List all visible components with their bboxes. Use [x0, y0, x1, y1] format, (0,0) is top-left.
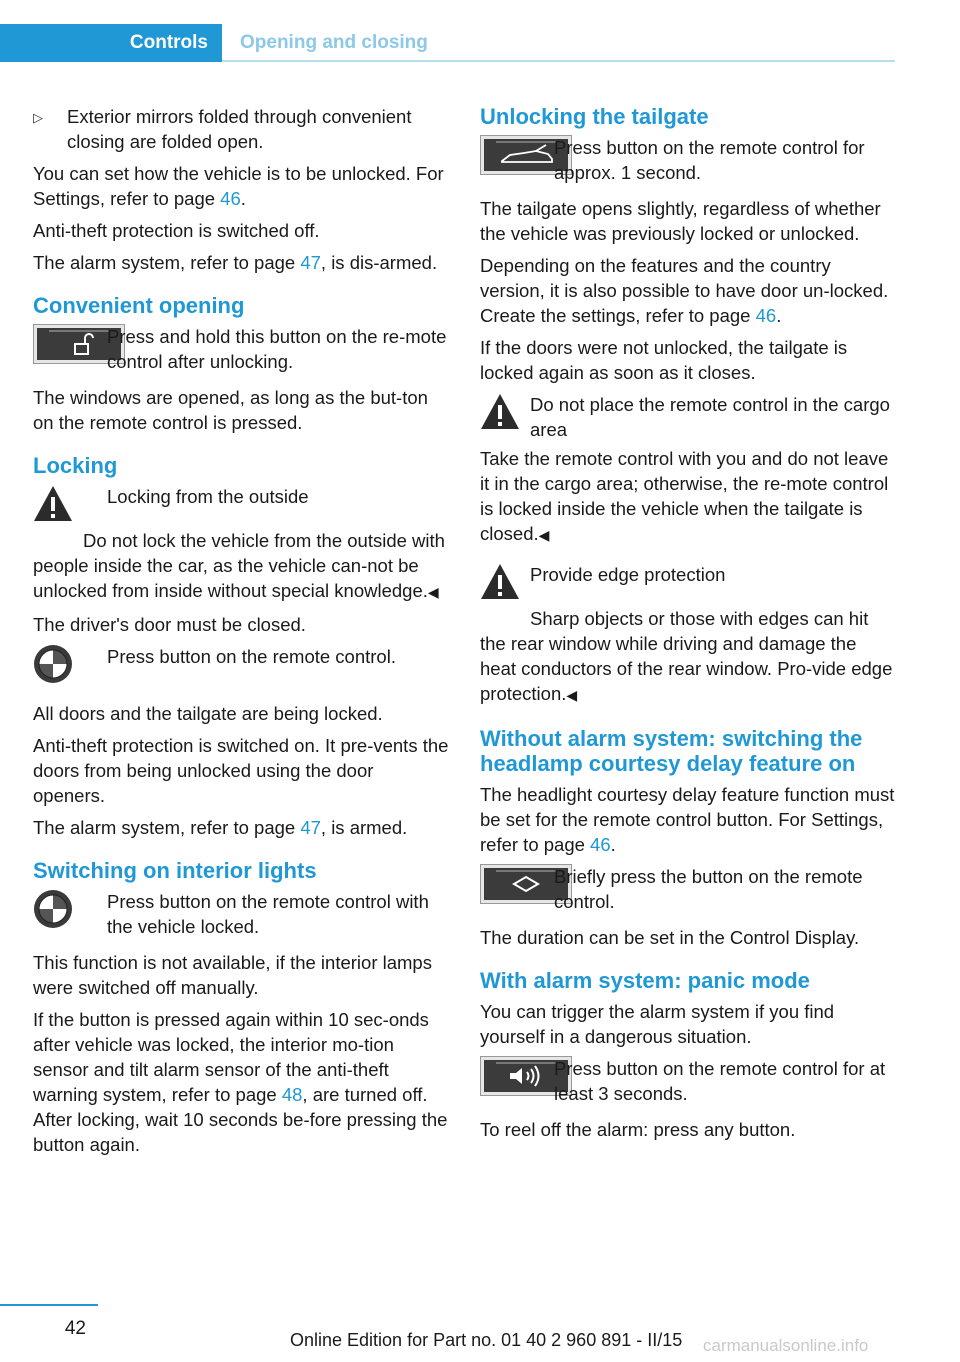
page-number: 42 [64, 1318, 86, 1339]
end-mark-icon: ◀ [427, 584, 439, 600]
section-tab-opening-closing: Opening and closing [240, 32, 428, 53]
heading-headlamp-courtesy: Without alarm system: switching the headlamp courtesy delay feature on [480, 726, 863, 776]
warning-block [480, 392, 896, 442]
footer-rule [0, 1304, 98, 1306]
paragraph: This function is not available, if the interior lamps were switched off manually. [33, 952, 432, 998]
warning-block [33, 484, 449, 530]
icon-instruction [33, 644, 449, 690]
list-item [33, 104, 449, 154]
icon-text: Press and hold this button on the re-mote control after unlocking. [107, 326, 447, 372]
warning-title: Do not place the remote control in the cargo area [530, 394, 890, 440]
page-link[interactable]: 46 [590, 834, 611, 855]
warning-icon [480, 392, 530, 442]
warning-icon [480, 562, 530, 608]
warning-title: Provide edge protection [530, 564, 726, 585]
header-rule [222, 60, 895, 62]
text: You can set how the vehicle is to be unlocked. For Settings, refer to page [33, 163, 444, 209]
section-tab-controls: Controls [0, 24, 222, 62]
page-link[interactable]: 48 [281, 1084, 303, 1105]
paragraph: Anti-theft protection is switched off. [33, 220, 320, 241]
warning-icon [33, 484, 107, 530]
heading-panic-mode: With alarm system: panic mode [480, 968, 810, 993]
warning-text [480, 606, 896, 708]
diamond-button-icon [480, 864, 554, 914]
paragraph [480, 253, 896, 328]
text: Do not lock the vehicle from the outside with people inside the car, as the vehicle can-not be unlocked from inside without special knowledge. [33, 530, 445, 601]
bmw-button-icon [33, 644, 107, 690]
paragraph: To reel off the alarm: press any button. [480, 1119, 796, 1140]
warning-text [33, 528, 449, 605]
page-link[interactable]: 47 [300, 817, 321, 838]
paragraph [33, 1007, 449, 1157]
text: If the button is pressed again within 10 sec-onds after vehicle was locked, the interior mo-tion sensor and tilt alarm sensor of the anti-theft warning system, refer to page [33, 1009, 429, 1105]
paragraph: The duration can be set in the Control Display. [480, 927, 860, 948]
paragraph: The windows are opened, as long as the but-ton on the remote control is pressed. [33, 387, 428, 433]
page-header [0, 24, 895, 62]
icon-text: Press button on the remote control for at least 3 seconds. [554, 1058, 886, 1104]
speaker-button-icon [480, 1056, 554, 1106]
icon-text: Press button on the remote control. [107, 646, 396, 667]
page-link[interactable]: 47 [300, 252, 321, 273]
text: . [240, 188, 246, 209]
paragraph: The driver's door must be closed. [33, 614, 306, 635]
text: The headlight courtesy delay feature function must be set for the remote control button. For Settings, refer to page [480, 784, 895, 855]
text: , is dis-armed. [320, 252, 438, 273]
paragraph [33, 161, 449, 211]
text: The alarm system, refer to page [33, 252, 301, 273]
icon-instruction [480, 864, 896, 914]
icon-instruction [33, 889, 449, 939]
text: . [610, 834, 616, 855]
text: . [776, 305, 782, 326]
triangle-bullet-icon: ▷ [33, 110, 43, 125]
heading-interior-lights: Switching on interior lights [33, 858, 317, 883]
text: Take the remote control with you and do not leave it in the cargo area; otherwise, the re-mote control is locked inside the vehicle when the tailgate is closed. [480, 448, 889, 544]
watermark: carmanualsonline.info [703, 1336, 869, 1355]
heading-unlocking-tailgate: Unlocking the tailgate [480, 104, 709, 129]
warning-text [480, 446, 896, 548]
bmw-button-icon [33, 889, 107, 939]
bullet-text: Exterior mirrors folded through convenient closing are folded open. [67, 106, 412, 152]
heading-locking: Locking [33, 453, 118, 478]
tailgate-button-icon [480, 135, 554, 185]
page-link[interactable]: 46 [755, 305, 777, 326]
paragraph: If the doors were not unlocked, the tailgate is locked again as soon as it closes. [480, 337, 848, 383]
edition-text: Online Edition for Part no. 01 40 2 960 891 - II/15 [290, 1330, 683, 1350]
text: , are turned off. After locking, wait 10 seconds be-fore pressing the button again. [33, 1084, 448, 1155]
left-column [33, 104, 449, 1164]
paragraph [480, 782, 896, 857]
warning-block [480, 562, 896, 608]
icon-instruction [480, 1056, 896, 1106]
paragraph: All doors and the tailgate are being locked. [33, 703, 383, 724]
text: The alarm system, refer to page [33, 817, 301, 838]
text: Sharp objects or those with edges can hit the rear window while driving and damage the heat conductors of the rear window. Pro-vide edge protection. [480, 608, 893, 704]
paragraph: Anti-theft protection is switched on. It pre-vents the doors from being unlocked using the door openers. [33, 735, 449, 806]
paragraph: You can trigger the alarm system if you find yourself in a dangerous situation. [480, 1001, 835, 1047]
warning-title: Locking from the outside [107, 486, 309, 507]
paragraph [33, 815, 449, 840]
icon-instruction [480, 135, 896, 185]
icon-text: Press button on the remote control with the vehicle locked. [107, 891, 429, 937]
end-mark-icon: ◀ [566, 687, 578, 703]
heading-convenient-opening: Convenient opening [33, 293, 245, 318]
text: Depending on the features and the country version, it is also possible to have door un-locked. Create the settings, refer to page [480, 255, 889, 326]
unlock-button-icon [33, 324, 107, 374]
icon-instruction [33, 324, 449, 374]
paragraph [33, 250, 449, 275]
paragraph: The tailgate opens slightly, regardless of whether the vehicle was previously locked or unlocked. [480, 198, 881, 244]
page-link[interactable]: 46 [220, 188, 241, 209]
icon-text: Press button on the remote control for approx. 1 second. [554, 137, 865, 183]
right-column [480, 104, 896, 1149]
text: , is armed. [320, 817, 408, 838]
end-mark-icon: ◀ [538, 527, 550, 543]
icon-text: Briefly press the button on the remote control. [554, 866, 863, 912]
